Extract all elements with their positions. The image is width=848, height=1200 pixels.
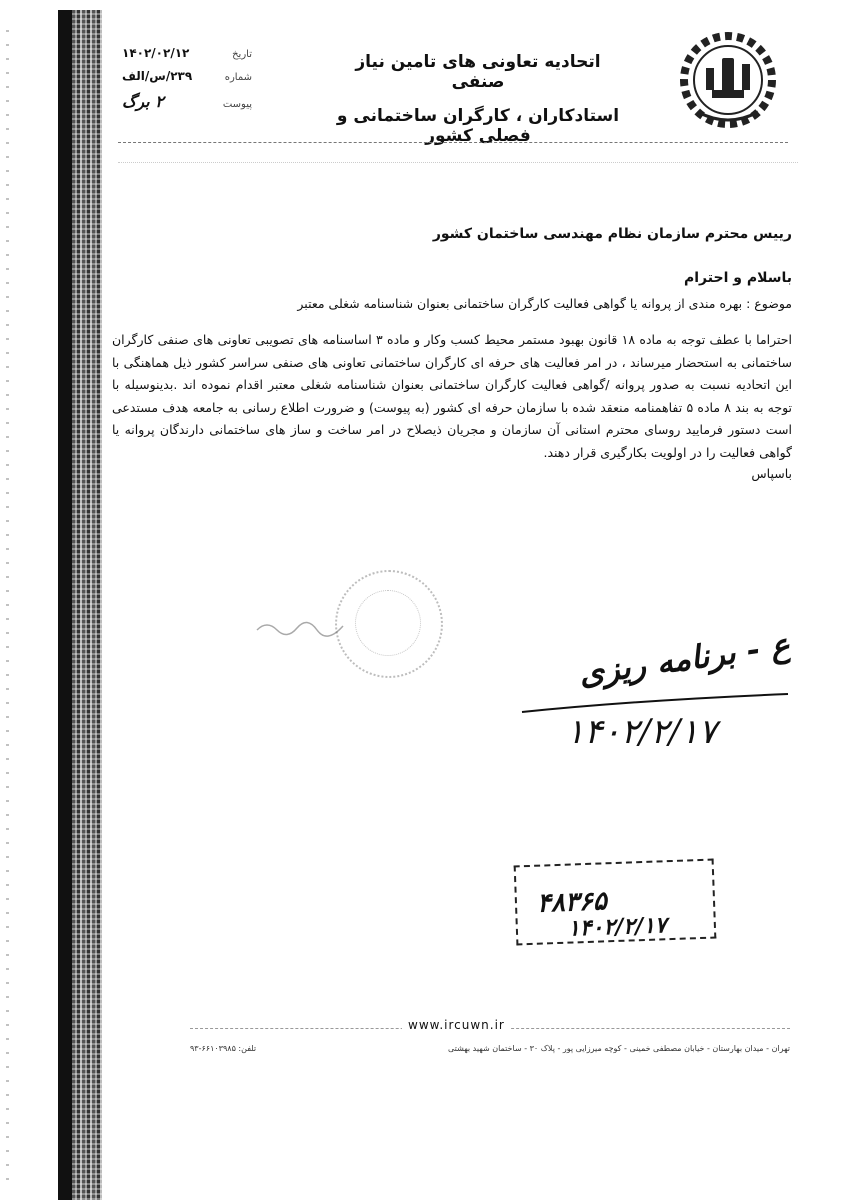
letter-paragraph: احتراما با عطف توجه به ماده ۱۸ قانون بهبود مستمر محیط کسب وکار و ماده ۳ اساسنامه های تصویبی تعاونی های صنفی کارگران ساختمانی به استحضار میرساند ، در امر فعالیت های حرفه ای کارگران ساختمانی تعاونی های صنفی سراسر کشور ذیل هماهنگی با این اتحادیه نسبت به صدور پروانه /گواهی فعالیت کارگران ساختمانی بعنوان شناسنامه شغلی معتبر اقدام نموده اند .بدینوسیله با توجه به بند ۸ ماده ۵ تفاهمنامه منعقد شده با سازمان حرفه ای کشور (به پیوست) و ضرورت اطلاع رسانی به جامعه هدف مستدعی است دستور فرمایید روسای محترم استانی آن سازمان و مجریان ذیصلاح در امر ساخت و ساز های ساختمانی دارندگان پروانه یا گواهی فعالیت را در اولویت بکارگیری قرار دهند. bbox=[112, 332, 793, 460]
footer-website[interactable]: www.ircuwn.ir bbox=[402, 1018, 511, 1032]
date-label: تاریخ bbox=[232, 49, 252, 60]
org-name-line1: اتحادیه تعاونی های تامین نیاز صنفی bbox=[355, 52, 601, 92]
seal-inner-ring bbox=[355, 590, 421, 656]
date-value: ۱۴۰۲/۰۲/۱۲ bbox=[122, 46, 190, 60]
registration-number: ۴۸۳۶۵ bbox=[536, 886, 608, 919]
recipient: رییس محترم سازمان نظام مهندسی ساختمان کشور bbox=[432, 226, 792, 242]
scan-margin-dots bbox=[6, 30, 9, 1180]
footer-address: تهران - میدان بهارستان - خیابان مصطفی خمینی - کوچه میرزایی پور - پلاک ۳۰ - ساختمان شهید بهشتی bbox=[447, 1044, 790, 1053]
number-value: ۲۳۹/س/الف bbox=[122, 69, 193, 83]
attachment-label: پیوست bbox=[222, 99, 252, 110]
number-row bbox=[122, 69, 252, 92]
org-name-line2: استادکاران ، کارگران ساختمانی و فصلی کشور bbox=[336, 106, 620, 146]
org-name bbox=[328, 52, 628, 146]
footer-phone: تلفن: ۶۶۱۰۳۹۸۵-۹۳ bbox=[190, 1044, 257, 1053]
attachment-value: ۲ برگ bbox=[122, 92, 164, 111]
registration-date: ۱۴۰۲/۲/۱۷ bbox=[567, 912, 668, 942]
attachment-row bbox=[122, 92, 252, 115]
closing: باسپاس bbox=[751, 466, 792, 481]
date-row bbox=[122, 46, 252, 69]
handwritten-date: ۱۴۰۲/۲/۱۷ bbox=[566, 712, 717, 752]
registration-stamp bbox=[514, 859, 717, 946]
scan-binding-strip bbox=[58, 10, 102, 1200]
letter-footer bbox=[190, 1018, 790, 1053]
number-label: شماره bbox=[224, 72, 252, 83]
official-seal bbox=[335, 570, 443, 678]
org-logo-gear-icon bbox=[676, 28, 780, 132]
letter-metadata bbox=[122, 46, 252, 115]
subject-line: موضوع : بهره مندی از پروانه یا گواهی فعالیت کارگران ساختمانی بعنوان شناسنامه شغلی معتبر bbox=[297, 296, 792, 311]
header-dotted-line bbox=[118, 162, 798, 163]
letter-body bbox=[112, 226, 792, 481]
signature-scribble bbox=[255, 616, 345, 640]
header-divider bbox=[118, 142, 788, 143]
handwritten-referral bbox=[520, 625, 792, 760]
greeting: باسلام و احترام bbox=[684, 270, 792, 286]
handwritten-note: ع - برنامه ریزی bbox=[576, 625, 792, 693]
